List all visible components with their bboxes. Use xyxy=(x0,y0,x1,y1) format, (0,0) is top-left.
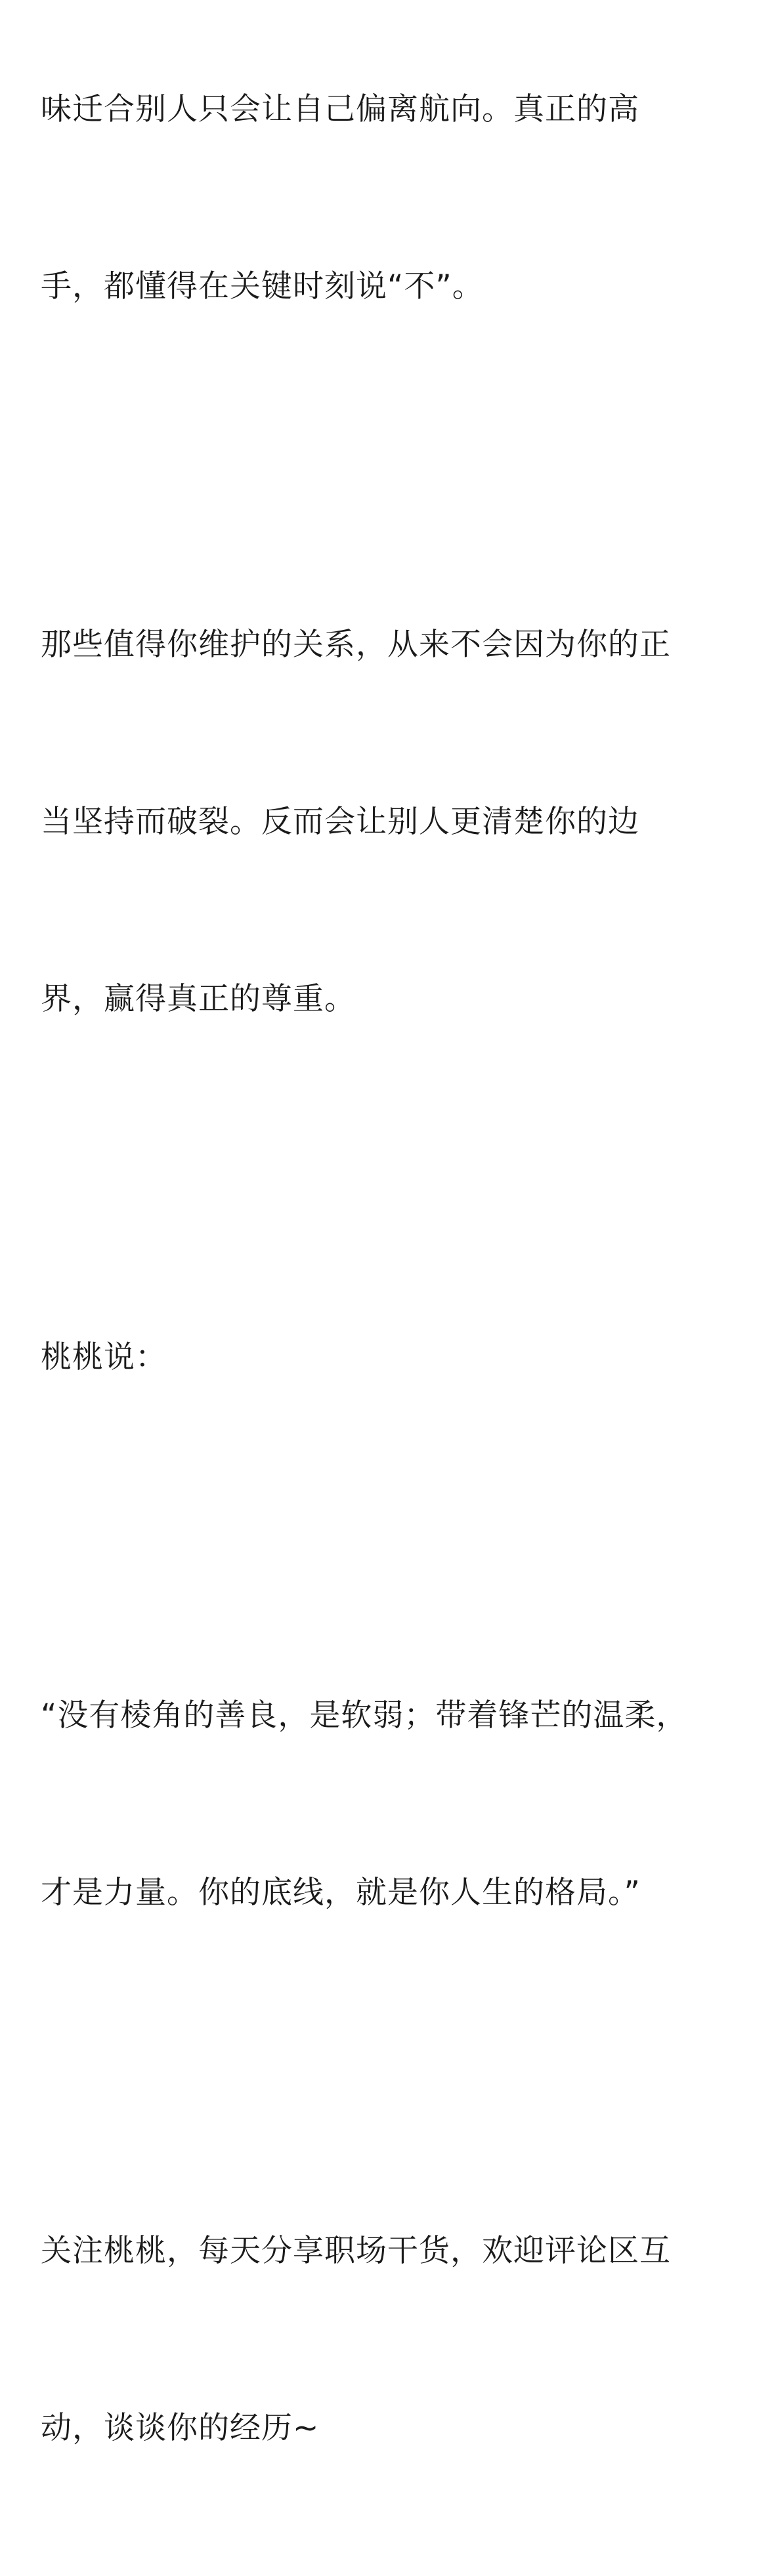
text-line: 动，谈谈你的经历~ xyxy=(41,2410,320,2446)
text-line: 界，赢得真正的尊重。 xyxy=(41,981,356,1017)
text-line: 那些值得你维护的关系，从来不会因为你的正 xyxy=(41,627,671,663)
article-body xyxy=(41,0,737,2576)
text-line: 关注桃桃，每天分享职场干货，欢迎评论区互 xyxy=(41,2233,671,2269)
text-line: “没有棱角的善良，是软弱；带着锋芒的温柔， xyxy=(41,1697,688,1734)
paragraph-follow-cta xyxy=(41,2104,737,2576)
text-line: 才是力量。你的底线，就是你人生的格局。” xyxy=(41,1875,641,1911)
paragraph-taotao-says xyxy=(41,1210,737,1505)
paragraph-relationships xyxy=(41,497,737,1147)
text-line: 当坚持而破裂。反而会让别人更清楚你的边 xyxy=(41,804,639,840)
paragraph-quote xyxy=(41,1568,737,2041)
text-line: 手，都懂得在关键时刻说“不”。 xyxy=(41,268,484,304)
text-line: 桃桃说： xyxy=(41,1339,167,1375)
paragraph-refusal-intro xyxy=(41,0,737,434)
text-line: 味迁合别人只会让自己偏离航向。真正的高 xyxy=(41,91,639,127)
